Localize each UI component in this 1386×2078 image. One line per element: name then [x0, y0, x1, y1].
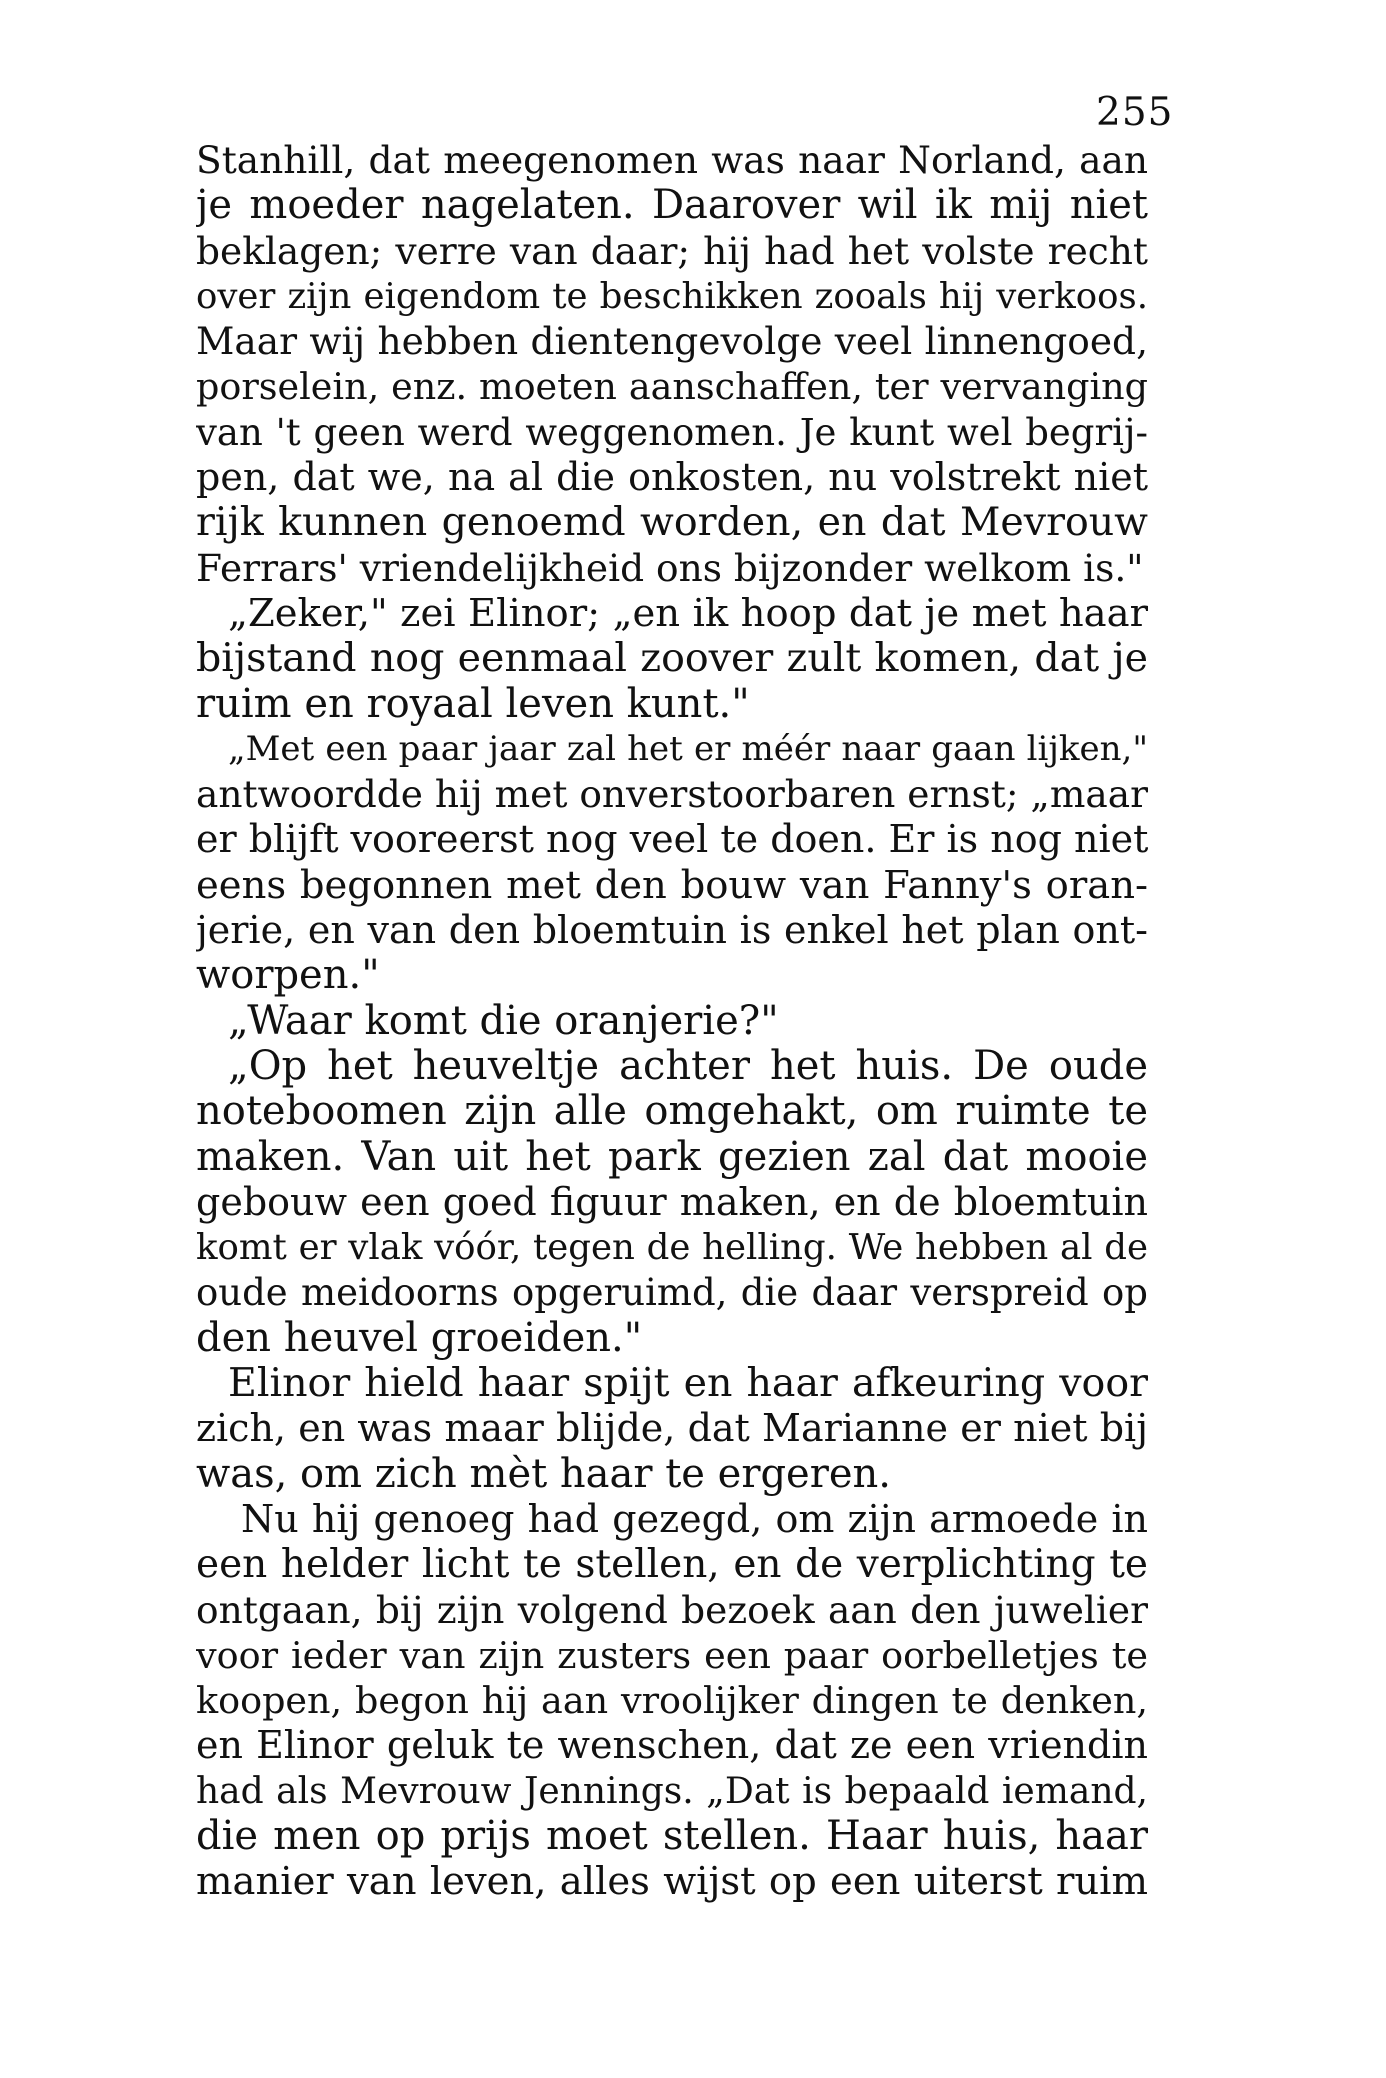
text-line: Ferrars' vriendelijkheid ons bijzonder welkom is.": [196, 545, 1144, 590]
text-line: voor ieder van zijn zusters een paar oorbelletjes te: [196, 1633, 1148, 1677]
text-line: „Met een paar jaar zal het er méér naar gaan lijken,": [228, 728, 1148, 769]
text-line: ruim en royaal leven kunt.": [196, 681, 750, 727]
text-line: zich, en was maar blijde, dat Marianne er niet bij: [196, 1406, 1148, 1451]
text-line: komt er vlak vóór, tegen de helling. We hebben al de: [196, 1227, 1148, 1269]
text-line: had als Mevrouw Jennings. „Dat is bepaald iemand,: [196, 1770, 1148, 1812]
text-line: gebouw een goed figuur maken, en de bloemtuin: [196, 1179, 1148, 1224]
body-text: [196, 138, 1148, 1905]
text-line: van 't geen werd weggenomen. Je kunt wel begrij-: [196, 410, 1148, 454]
text-line: Maar wij hebben dientengevolge veel linnengoed,: [196, 319, 1148, 364]
text-line: Nu hij genoeg had gezegd, om zijn armoede in: [241, 1496, 1148, 1541]
text-line: den heuvel groeiden.": [196, 1315, 643, 1361]
text-line: die men op prijs moet stellen. Haar huis, haar: [196, 1813, 1148, 1859]
text-line: was, om zich mèt haar te ergeren.: [196, 1451, 891, 1497]
text-line: „Zeker," zei Elinor; „en ik hoop dat je met haar: [228, 590, 1148, 636]
text-line: rijk kunnen genoemd worden, en dat Mevrouw: [196, 500, 1148, 546]
text-line: koopen, begon hij aan vroolijker dingen te denken,: [196, 1679, 1148, 1723]
text-line: „Op het heuveltje achter het huis. De oude: [228, 1043, 1148, 1089]
text-line: Elinor hield haar spijt en haar afkeuring voor: [228, 1361, 1148, 1407]
text-line: bijstand nog eenmaal zoover zult komen, dat je: [196, 636, 1148, 682]
text-line: en Elinor geluk te wenschen, dat ze een vriendin: [196, 1723, 1148, 1768]
text-line: ontgaan, bij zijn volgend bezoek aan den juwelier: [196, 1587, 1148, 1632]
text-line: oude meidoorns opgeruimd, die daar verspreid op: [196, 1271, 1148, 1315]
text-line: „Waar komt die oranjerie?": [228, 998, 779, 1044]
text-line: een helder licht te stellen, en de verplichting te: [196, 1542, 1148, 1588]
text-line: over zijn eigendom te beschikken zooals hij verkoos.: [196, 275, 1148, 317]
text-line: beklagen; verre van daar; hij had het volste recht: [196, 228, 1148, 273]
text-line: er blijft vooreerst nog veel te doen. Er is nog niet: [196, 817, 1148, 862]
text-line: pen, dat we, na al die onkosten, nu volstrekt niet: [196, 455, 1148, 500]
text-line: eens begonnen met den bouw van Fanny's oran-: [196, 862, 1148, 908]
text-line: Stanhill, dat meegenomen was naar Norland, aan: [196, 138, 1148, 182]
text-line: noteboomen zijn alle omgehakt, om ruimte te: [196, 1089, 1148, 1135]
text-line: manier van leven, alles wijst op een uiterst ruim: [196, 1859, 1148, 1905]
text-line: je moeder nagelaten. Daarover wil ik mij niet: [196, 183, 1148, 229]
text-line: worpen.": [196, 953, 380, 999]
page-number: 255: [1096, 90, 1174, 135]
text-line: porselein, enz. moeten aanschaffen, ter vervanging: [196, 365, 1148, 409]
text-line: antwoordde hij met onverstoorbaren ernst; „maar: [196, 772, 1148, 817]
text-line: maken. Van uit het park gezien zal dat mooie: [196, 1134, 1148, 1180]
text-line: jerie, en van den bloemtuin is enkel het plan ont-: [196, 908, 1148, 953]
